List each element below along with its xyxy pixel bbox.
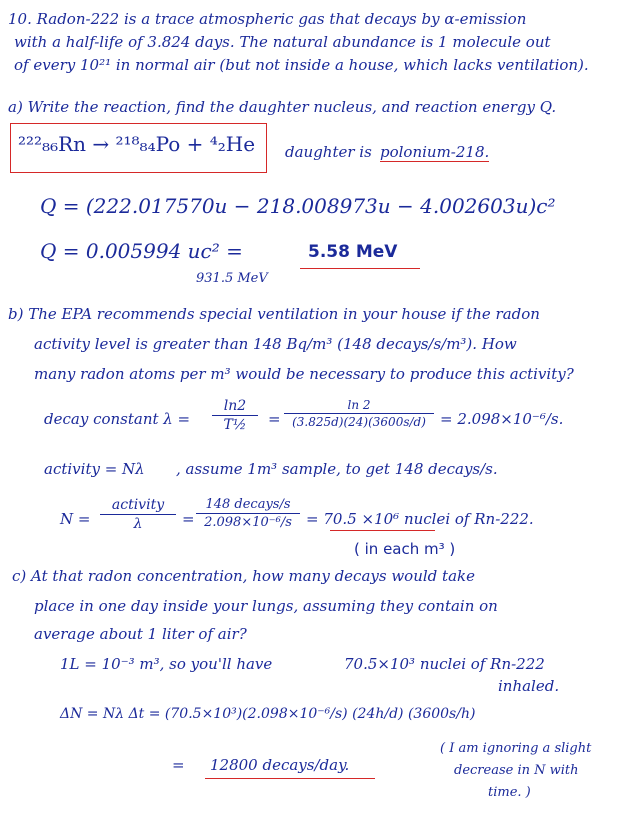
part-b-question-1: b) The EPA recommends special ventilation in your house if the radon	[8, 305, 540, 323]
note-line-1: ( I am ignoring a slight	[440, 741, 592, 756]
delta-n-equation: ΔN = Nλ Δt = (70.5×10³)(2.098×10⁻⁶/s) (24h/d) (3600s/h)	[60, 706, 476, 722]
part-a-question: a) Write the reaction, find the daughter nucleus, and reaction energy Q.	[8, 98, 557, 116]
activity-note: , assume 1m³ sample, to get 148 decays/s.	[176, 460, 498, 478]
q-conversion-factor: 931.5 MeV	[196, 271, 268, 286]
decay-constant-result: = 2.098×10⁻⁶/s.	[440, 410, 564, 428]
intro-line-1: 10. Radon-222 is a trace atmospheric gas that decays by α-emission	[8, 10, 527, 28]
part-c-question-1: c) At that radon concentration, how many decays would take	[12, 567, 475, 585]
intro-line-2: with a half-life of 3.824 days. The natural abundance is 1 molecule out	[14, 33, 551, 51]
fraction-ln2-over-seconds	[284, 398, 434, 429]
q-equation-1: Q = (222.017570u − 218.008973u − 4.002603u)c²	[40, 194, 556, 218]
fraction-denominator: λ	[133, 516, 143, 532]
equals-sign: =	[182, 510, 195, 528]
note-line-3: time. )	[488, 785, 531, 800]
part-b-question-2: activity level is greater than 148 Bq/m³ (148 decays/s/m³). How	[34, 335, 517, 353]
fraction-bar	[284, 413, 434, 414]
part-b-question-3: many radon atoms per m³ would be necessary to produce this activity?	[34, 365, 574, 383]
equals-sign: =	[268, 410, 281, 428]
fraction-numerator: ln2	[223, 398, 247, 414]
q-result: 5.58 MeV	[308, 242, 398, 262]
fraction-ln2-over-thalf	[212, 398, 258, 433]
fraction-bar	[100, 514, 176, 515]
inhaled-label: inhaled.	[498, 677, 560, 695]
decay-constant-label: decay constant λ =	[44, 410, 191, 428]
fraction-numerator: 148 decays/s	[205, 497, 291, 512]
fraction-activity-over-lambda	[100, 497, 176, 532]
fraction-bar	[212, 415, 258, 416]
nuclei-inhaled: 70.5×10³ nuclei of Rn-222	[344, 655, 545, 673]
n-note: ( in each m³ )	[354, 540, 456, 558]
daughter-value: polonium-218.	[380, 143, 490, 161]
daughter-label: daughter is	[285, 143, 372, 161]
fraction-bar	[196, 513, 300, 514]
activity-equation: activity = Nλ	[44, 460, 145, 478]
equals-sign: =	[172, 756, 185, 774]
fraction-denominator: T½	[223, 417, 247, 433]
q-result-underline	[300, 268, 420, 269]
delta-n-result: 12800 decays/day.	[210, 756, 350, 774]
fraction-denominator: (3.825d)(24)(3600s/d)	[292, 415, 426, 429]
intro-line-3: of every 10²¹ in normal air (but not inside a house, which lacks ventilation).	[14, 56, 589, 74]
part-c-question-3: average about 1 liter of air?	[34, 625, 247, 643]
q-equation-2: Q = 0.005994 uc² =	[40, 239, 243, 263]
note-line-2: decrease in N with	[454, 763, 579, 778]
delta-n-result-underline	[205, 778, 375, 779]
n-result-underline	[330, 530, 435, 531]
fraction-numerator: ln 2	[347, 398, 371, 412]
part-c-question-2: place in one day inside your lungs, assuming they contain on	[34, 597, 498, 615]
n-result: = 70.5 ×10⁶ nuclei of Rn-222.	[306, 510, 534, 528]
liter-equation: 1L = 10⁻³ m³, so you'll have	[60, 655, 273, 673]
fraction-denominator: 2.098×10⁻⁶/s	[204, 515, 292, 530]
reaction-equation: ²²²₈₆Rn → ²¹⁸₈₄Po + ⁴₂He	[18, 132, 256, 156]
fraction-n-calculation	[196, 497, 300, 530]
fraction-numerator: activity	[111, 497, 165, 513]
n-label: N =	[60, 510, 91, 528]
